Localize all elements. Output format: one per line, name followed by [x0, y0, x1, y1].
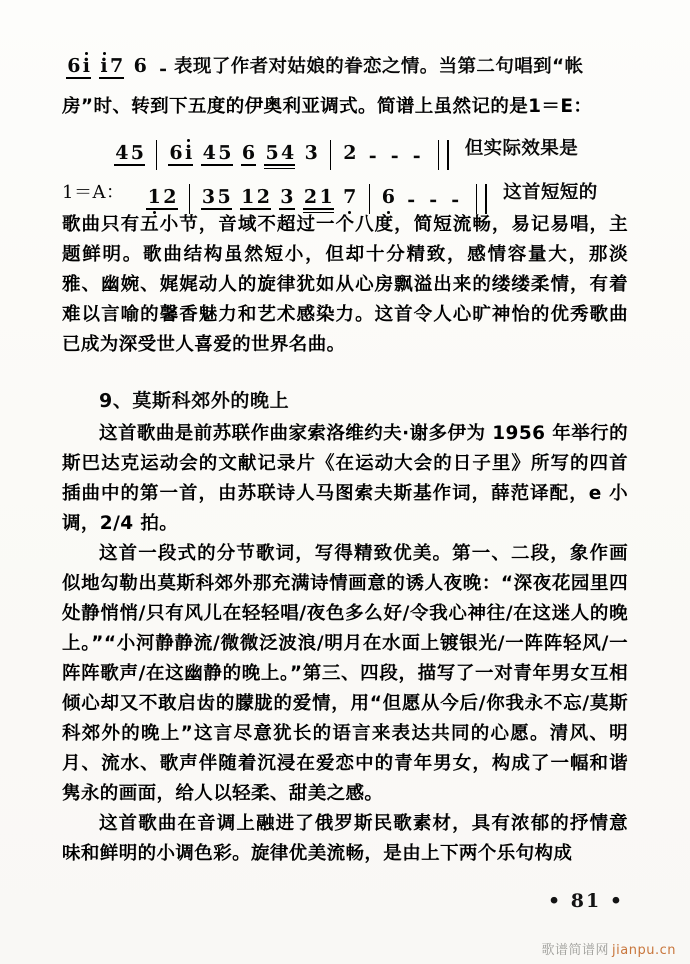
jianpu-note-group: [342, 144, 358, 166]
key-signature-label: 1＝A：: [62, 182, 125, 203]
jianpu-note: 4: [115, 142, 129, 164]
jianpu-line-a: [110, 136, 455, 166]
jianpu-barline: [156, 140, 157, 170]
notation-a-tail-text: 但实际效果是: [464, 138, 579, 159]
spacer: [62, 122, 628, 132]
jianpu-note: 3: [201, 186, 216, 208]
jianpu-note: 2: [343, 142, 357, 164]
jianpu-final-barline: [476, 184, 487, 214]
jianpu-sustain-dash: -: [412, 145, 421, 167]
section-paragraph: 这首歌曲是前苏联作曲家索洛维约夫·谢多伊为 1956 年举行的斯巴达克运动会的文献记录片《在运动大会的日子里》所写的四首插曲中的第一首，由苏联诗人马图索夫斯基作词，薛范译配，e 小调，2/4 拍。: [62, 423, 628, 534]
jianpu-note: 3: [304, 142, 318, 164]
jianpu-note-group: [303, 188, 334, 210]
jianpu-barline: [369, 184, 370, 214]
body-text-line-1: 表现了作者对姑娘的眷恋之情。当第二句唱到“帐: [174, 56, 584, 77]
jianpu-note: 5: [130, 142, 145, 164]
watermark-en-text: jianpu.cn: [612, 943, 676, 958]
jianpu-note: 5: [217, 186, 231, 208]
mixed-notation-text-line: [62, 52, 628, 82]
jianpu-note-group: [132, 57, 148, 79]
jianpu-note: 2: [163, 186, 177, 208]
spacer: [62, 82, 628, 92]
jianpu-note: 6: [133, 55, 147, 77]
jianpu-note: 1: [241, 186, 255, 208]
notation-row-a: [62, 132, 628, 166]
notation-b-tail-text: 这首短短的: [503, 182, 598, 203]
jianpu-note: 6: [169, 142, 183, 164]
jianpu-note: 7: [109, 55, 124, 77]
jianpu-note: 4: [202, 142, 216, 164]
jianpu-note: 3: [280, 186, 294, 208]
section-paragraph: 这首一段式的分节歌词，写得精致优美。第一、二段，象作画似地勾勒出莫斯科郊外那充满诗情画意的诱人夜晚：“深夜花园里四处静悄悄/只有风儿在轻轻唱/夜色多么好/令我心神往/在这迷人的晚上。”“小河静静流/微微泛波浪/明月在水面上镀银光/一阵阵轻风/一阵阵歌声/在这幽静的晚上。”第三、四段，描写了一对青年男女互相倾心却又不敢启齿的朦胧的爱情，用“但愿从今后/你我永不忘/莫斯科郊外的晚上”这言尽意犹长的语言来表达共同的心愿。清风、明月、流水、歌声伴随着沉浸在爱恋中的青年男女，构成了一幅和谐隽永的画面，给人以轻柔、甜美之感。: [62, 543, 628, 804]
body-text-line-2: 房”时、转到下五度的伊奥利亚调式。简谱上虽然记的是1＝E：: [62, 96, 593, 117]
jianpu-note-group: [342, 188, 358, 210]
jianpu-note: 6: [67, 55, 81, 77]
page-content: [62, 52, 628, 869]
jianpu-line-b: [142, 180, 493, 210]
page-number: • 81 •: [548, 890, 624, 912]
jianpu-note-group: [66, 57, 91, 79]
jianpu-note-group: [201, 188, 232, 210]
jianpu-note: 5: [218, 142, 232, 164]
jianpu-note: 4: [281, 142, 295, 164]
jianpu-sustain-dash: -: [159, 58, 167, 80]
jianpu-note-group: [279, 188, 295, 210]
jianpu-note-group: [264, 144, 295, 166]
jianpu-note-group: [381, 188, 397, 210]
jianpu-note: 1: [319, 186, 333, 208]
jianpu-note-group: [168, 144, 193, 166]
jianpu-note-group: [240, 188, 271, 210]
jianpu-sustain-dash: -: [390, 145, 399, 167]
jianpu-note: 1: [147, 186, 161, 208]
jianpu-sustain-dash: -: [368, 145, 377, 167]
jianpu-inline-fragment: [62, 57, 174, 79]
jianpu-note-group: [201, 144, 232, 166]
jianpu-note: i: [100, 55, 108, 77]
jianpu-note: 2: [303, 186, 318, 208]
section-paragraph: 这首歌曲在音调上融进了俄罗斯民歌素材，具有浓郁的抒情意味和鲜明的小调色彩。旋律优美流畅，是由上下两个乐句构成: [62, 813, 628, 864]
jianpu-note: 6: [381, 186, 395, 208]
body-paragraph-tail: 歌曲只有五小节，音域不超过一个八度，简短流畅，易记易唱，主题鲜明。歌曲结构虽然短小，但却十分精致，感情容量大，那淡雅、幽婉、娓娓动人的旋律犹如从心房飘溢出来的缕缕柔情，有着难以言喻的馨香魅力和艺术感染力。这首令人心旷神怡的优秀歌曲已成为深受世人喜爱的世界名曲。: [62, 214, 628, 355]
jianpu-note-group: [114, 144, 145, 166]
jianpu-note: 6: [241, 142, 256, 164]
jianpu-sustain-dash: -: [451, 189, 460, 211]
watermark-cn-text: 歌谱简谱网: [541, 943, 610, 958]
jianpu-final-barline: [438, 140, 449, 170]
jianpu-note-group: [146, 188, 177, 210]
jianpu-note: i: [185, 142, 193, 164]
spacer: [62, 166, 628, 176]
jianpu-sustain-dash: -: [407, 189, 416, 211]
site-watermark: [542, 939, 676, 958]
jianpu-note: 5: [265, 142, 279, 164]
jianpu-note: 2: [256, 186, 270, 208]
jianpu-note: 7: [343, 186, 357, 208]
jianpu-note-group: [241, 144, 257, 166]
section-heading: 9、莫斯科郊外的晚上: [99, 390, 290, 412]
notation-row-b: [62, 176, 628, 210]
jianpu-note-group: [99, 57, 124, 79]
jianpu-note-group: [303, 144, 319, 166]
jianpu-note: i: [82, 55, 91, 77]
jianpu-barline: [189, 184, 190, 214]
jianpu-barline: [330, 140, 331, 170]
jianpu-sustain-dash: -: [429, 189, 438, 211]
